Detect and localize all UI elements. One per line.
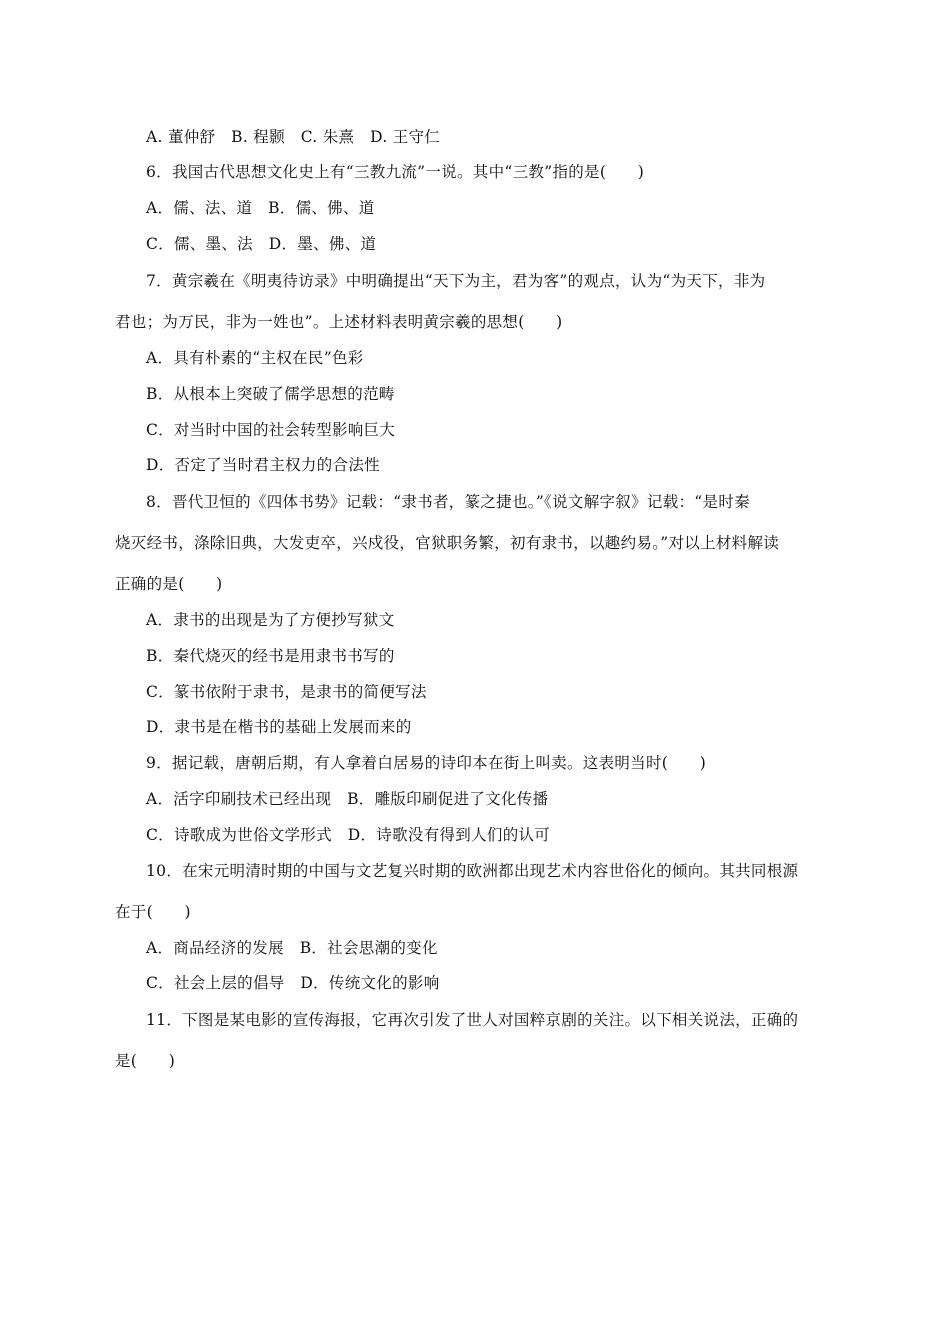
question-5-options: A. 董仲舒 B. 程颢 C. 朱熹 D. 王守仁 [146, 128, 441, 146]
question-8-option-a: A．隶书的出现是为了方便抄写狱文 [146, 611, 395, 629]
question-10-stem-line-2: 在于( ) [115, 903, 191, 921]
question-9-stem: 9．据记载，唐朝后期，有人拿着白居易的诗印本在街上叫卖。这表明当时( ) [146, 754, 707, 772]
question-7-option-b: B．从根本上突破了儒学思想的范畴 [146, 385, 395, 403]
question-6-stem: 6．我国古代思想文化史上有“三教九流”一说。其中“三教”指的是( ) [146, 163, 645, 181]
question-8-option-d: D．隶书是在楷书的基础上发展而来的 [146, 718, 412, 736]
question-8-stem-line-3: 正确的是( ) [115, 575, 223, 593]
question-7-stem-line-2: 君也；为万民，非为一姓也”。上述材料表明黄宗羲的思想( ) [115, 313, 563, 331]
question-7-stem-line-1: 7．黄宗羲在《明夷待访录》中明确提出“天下为主，君为客”的观点，认为“为天下，非为 [146, 272, 766, 290]
question-7-option-c: C．对当时中国的社会转型影响巨大 [146, 421, 396, 439]
question-8-option-c: C．篆书依附于隶书，是隶书的简便写法 [146, 683, 427, 701]
question-6-options-row-1: A．儒、法、道 B．儒、佛、道 [146, 199, 375, 217]
question-10-options-row-2: C．社会上层的倡导 D．传统文化的影响 [146, 974, 440, 992]
question-9-options-row-1: A．活字印刷技术已经出现 B．雕版印刷促进了文化传播 [146, 790, 549, 808]
question-11-stem-line-2: 是( ) [115, 1052, 176, 1070]
question-6-options-row-2: C．儒、墨、法 D．墨、佛、道 [146, 235, 377, 253]
question-10-stem-line-1: 10．在宋元明清时期的中国与文艺复兴时期的欧洲都出现艺术内容世俗化的倾向。其共同根源 [146, 862, 799, 880]
question-11-stem-line-1: 11．下图是某电影的宣传海报，它再次引发了世人对国粹京剧的关注。以下相关说法，正确的 [146, 1011, 799, 1029]
question-7-option-d: D．否定了当时君主权力的合法性 [146, 456, 380, 474]
question-7-option-a: A．具有朴素的“主权在民”色彩 [146, 349, 364, 367]
question-8-option-b: B．秦代烧灭的经书是用隶书书写的 [146, 647, 395, 665]
question-8-stem-line-2: 烧灭经书，涤除旧典，大发吏卒，兴戍役，官狱职务繁，初有隶书，以趣约易。”对以上材料解读 [115, 534, 780, 552]
question-10-options-row-1: A．商品经济的发展 B．社会思潮的变化 [146, 939, 438, 957]
question-8-stem-line-1: 8．晋代卫恒的《四体书势》记载：“隶书者，篆之捷也。”《说文解字叙》记载：“是时秦 [146, 493, 750, 511]
question-9-options-row-2: C．诗歌成为世俗文学形式 D．诗歌没有得到人们的认可 [146, 826, 551, 844]
